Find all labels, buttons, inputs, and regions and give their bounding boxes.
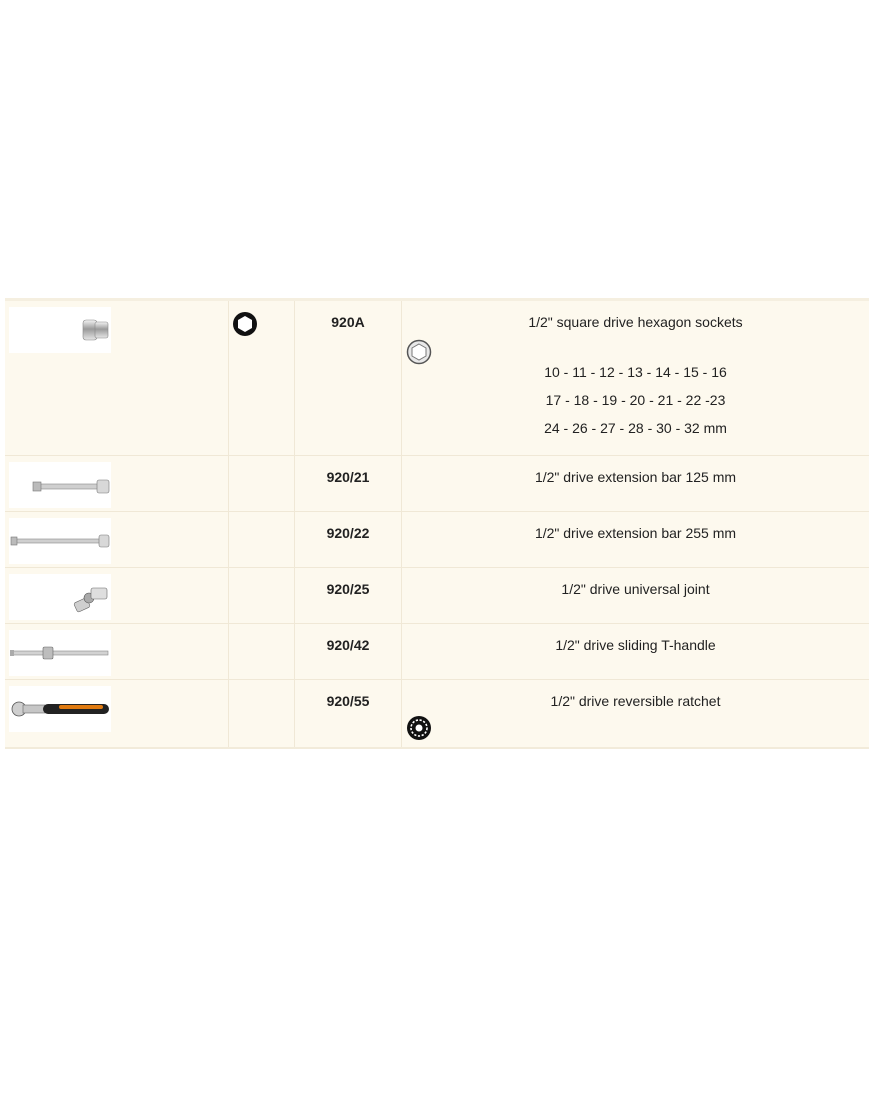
- product-table: [5, 298, 869, 749]
- hexagon-profile-icon: [232, 311, 258, 337]
- table-row: [5, 624, 869, 680]
- product-code: 920A: [294, 301, 401, 455]
- product-description-cell: [401, 568, 869, 623]
- table-row: [5, 680, 869, 747]
- symbol-cell: [228, 301, 294, 455]
- product-image-cell: [5, 624, 228, 679]
- table-row: [5, 301, 869, 456]
- symbol-cell: [228, 680, 294, 747]
- size-line: 24 - 26 - 27 - 28 - 30 - 32 mm: [544, 420, 727, 436]
- hexagon-socket-icon: [406, 339, 432, 365]
- product-code: 920/42: [294, 624, 401, 679]
- product-image-cell: [5, 568, 228, 623]
- product-description: 1/2" drive extension bar 255 mm: [534, 525, 737, 541]
- extension-bar-icon: [9, 462, 111, 508]
- product-description-cell: [401, 624, 869, 679]
- ratchet-gear-icon: [406, 715, 432, 741]
- size-line: 10 - 11 - 12 - 13 - 14 - 15 - 16: [544, 364, 727, 380]
- symbol-cell: [228, 512, 294, 567]
- size-line: 17 - 18 - 19 - 20 - 21 - 22 -23: [545, 392, 726, 408]
- product-description: 1/2" square drive hexagon sockets: [528, 314, 743, 330]
- symbol-cell: [228, 456, 294, 511]
- size-list: [402, 358, 869, 442]
- product-description: 1/2" drive reversible ratchet: [550, 693, 721, 709]
- table-row: [5, 456, 869, 512]
- product-code: 920/21: [294, 456, 401, 511]
- table-row: [5, 512, 869, 568]
- product-image-cell: [5, 456, 228, 511]
- product-description: 1/2" drive extension bar 125 mm: [534, 469, 737, 485]
- product-description-cell: [401, 680, 869, 747]
- socket-icon: [9, 307, 111, 353]
- product-description-cell: [401, 456, 869, 511]
- product-description: 1/2" drive universal joint: [561, 581, 710, 597]
- product-code: 920/22: [294, 512, 401, 567]
- table-row: [5, 568, 869, 624]
- product-description-cell: [401, 301, 869, 455]
- product-image-cell: [5, 301, 228, 455]
- universal-joint-icon: [9, 574, 111, 620]
- product-description-cell: [401, 512, 869, 567]
- product-code: 920/25: [294, 568, 401, 623]
- t-handle-icon: [9, 630, 111, 676]
- extension-bar-long-icon: [9, 518, 111, 564]
- product-image-cell: [5, 680, 228, 747]
- product-description: 1/2" drive sliding T-handle: [555, 637, 716, 653]
- ratchet-icon: [9, 686, 111, 732]
- symbol-cell: [228, 568, 294, 623]
- symbol-cell: [228, 624, 294, 679]
- product-code: 920/55: [294, 680, 401, 747]
- product-image-cell: [5, 512, 228, 567]
